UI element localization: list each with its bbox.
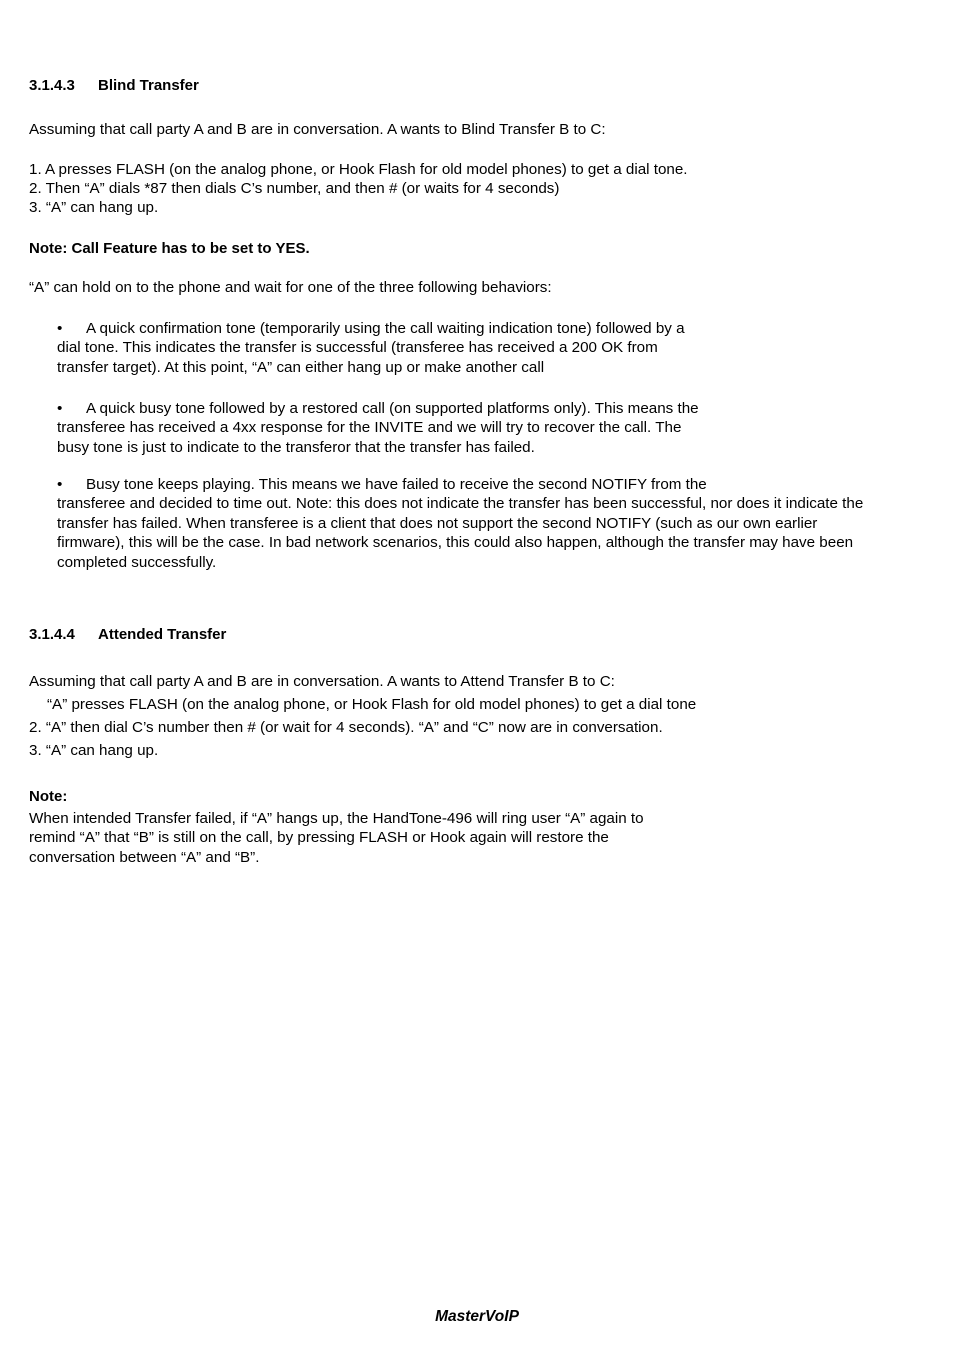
bullet-icon: •	[57, 476, 63, 493]
section-number: 3.1.4.4	[29, 626, 75, 643]
bullet-item: • A quick confirmation tone (temporarily using the call waiting indication tone) followed by a dial tone. This indicates the transfer is successful (transferee has received a 200 OK from transfer target). At this point, “A” can either hang up or make another call	[57, 320, 685, 376]
note-line: conversation between “A” and “B”.	[29, 849, 260, 866]
note-text: Note: Call Feature has to be set to YES.	[29, 240, 310, 257]
section-title: Attended Transfer	[98, 626, 227, 643]
step-item: 3. “A” can hang up.	[29, 199, 159, 216]
paragraph: Assuming that call party A and B are in conversation. A wants to Blind Transfer B to C:	[29, 121, 606, 138]
paragraph: “A” can hold on to the phone and wait for one of the three following behaviors:	[29, 279, 552, 296]
note-label: Note:	[29, 788, 68, 805]
bullet-item: • A quick busy tone followed by a restored call (on supported platforms only). This means the transferee has received a 4xx response for the INVITE and we will try to recover the call. The busy tone is just to indicate to the transferor that the transfer has failed.	[57, 400, 699, 456]
step-item: “A” presses FLASH (on the analog phone, or Hook Flash for old model phones) to get a dial tone	[47, 696, 697, 713]
bullet-icon: •	[57, 320, 63, 337]
note-line: When intended Transfer failed, if “A” hangs up, the HandTone-496 will ring user “A” again to	[29, 810, 644, 827]
step-item: 2. “A” then dial C’s number then # (or wait for 4 seconds). “A” and “C” now are in conversation.	[29, 719, 663, 736]
section-title: Blind Transfer	[98, 77, 199, 94]
step-item: 2. Then “A” dials *87 then dials C’s number, and then # (or waits for 4 seconds)	[29, 180, 560, 197]
page-footer: MasterVoIP	[435, 1308, 519, 1325]
bullet-icon: •	[57, 400, 63, 417]
note-line: remind “A” that “B” is still on the call, by pressing FLASH or Hook again will restore the	[29, 829, 609, 846]
step-item: 3. “A” can hang up.	[29, 742, 159, 759]
section-number: 3.1.4.3	[29, 77, 75, 94]
bullet-item: • Busy tone keeps playing. This means we have failed to receive the second NOTIFY from the transferee and decided to time out. Note: this does not indicate the transfer has been successful, nor does it indicate the transfer has failed. When transferee is a client that does not support the second NOTIFY (such as our own earlier firmware), this will be the case. In bad network scenarios, this could also happen, although the transfer may have been completed successfully.	[57, 476, 864, 571]
step-item: 1. A presses FLASH (on the analog phone, or Hook Flash for old model phones) to get a dial tone.	[29, 161, 688, 178]
paragraph: Assuming that call party A and B are in conversation. A wants to Attend Transfer B to C:	[29, 673, 615, 690]
